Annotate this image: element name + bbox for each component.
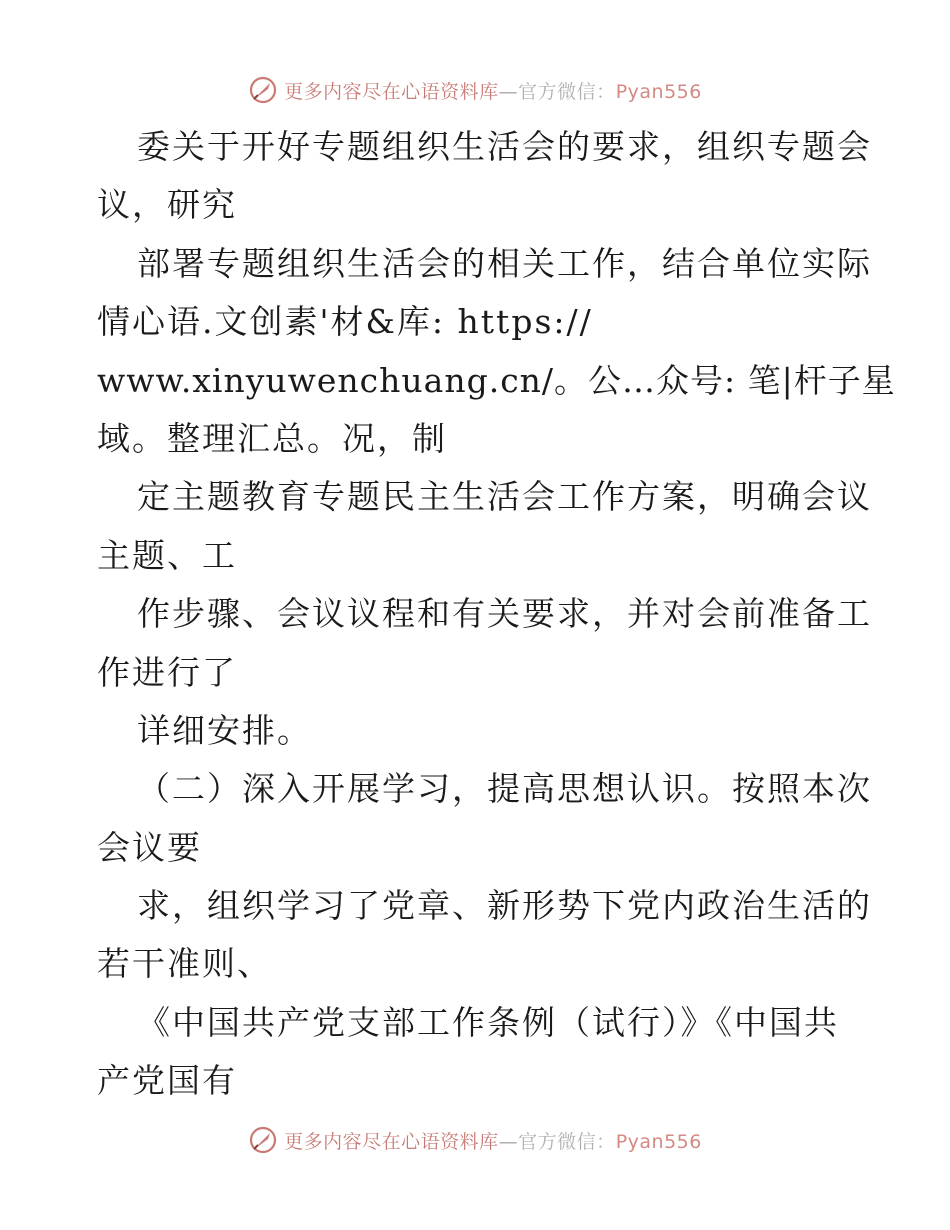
body-line: www.xinyuwenchuang.cn/。公…众号: 笔|杆子星: [97, 360, 896, 400]
quill-logo-icon: [248, 75, 278, 105]
watermark-site-text: 更多内容尽在心语资料库: [284, 1130, 499, 1153]
document-body: [97, 118, 896, 1111]
body-line: 议，研究: [97, 185, 237, 225]
body-line: 主题、工: [97, 535, 237, 575]
watermark-label: 官方微信：: [518, 1130, 616, 1153]
watermark-id: Pyan556: [615, 1130, 702, 1153]
body-line: 详细安排。: [137, 710, 312, 750]
body-line: 产党国有: [97, 1061, 237, 1101]
watermark-site-text: 更多内容尽在心语资料库: [284, 80, 499, 103]
body-line: 定主题教育专题民主生活会工作方案，明确会议: [137, 477, 872, 517]
footer-watermark-banner: [0, 1120, 950, 1160]
body-line: 若干准则、: [97, 944, 272, 984]
footer-watermark-text: [284, 1127, 702, 1154]
watermark-label: 官方微信：: [518, 80, 616, 103]
body-line: 求，组织学习了党章、新形势下党内政治生活的: [137, 886, 872, 926]
header-watermark-text: [284, 77, 702, 104]
body-line: 作进行了: [97, 652, 237, 692]
body-line: 委关于开好专题组织生活会的要求，组织专题会: [137, 127, 872, 166]
body-line: 会议要: [97, 827, 202, 867]
body-line: 域。整理汇总。况，制: [97, 418, 447, 458]
quill-logo-icon: [248, 1125, 278, 1155]
body-line: 《中国共产党支部工作条例（试行）》《中国共: [137, 1002, 839, 1042]
watermark-id: Pyan556: [615, 80, 702, 103]
body-line: 部署专题组织生活会的相关工作，结合单位实际: [137, 243, 872, 283]
body-line: 作步骤、会议议程和有关要求，并对会前准备工: [137, 594, 872, 634]
body-line: （二）深入开展学习，提高思想认识。按照本次: [137, 769, 872, 809]
header-watermark-banner: [0, 70, 950, 110]
watermark-separator: —: [498, 1130, 519, 1153]
watermark-separator: —: [498, 80, 519, 103]
body-line: 情心语.文创素'材&库: https://: [97, 302, 593, 342]
